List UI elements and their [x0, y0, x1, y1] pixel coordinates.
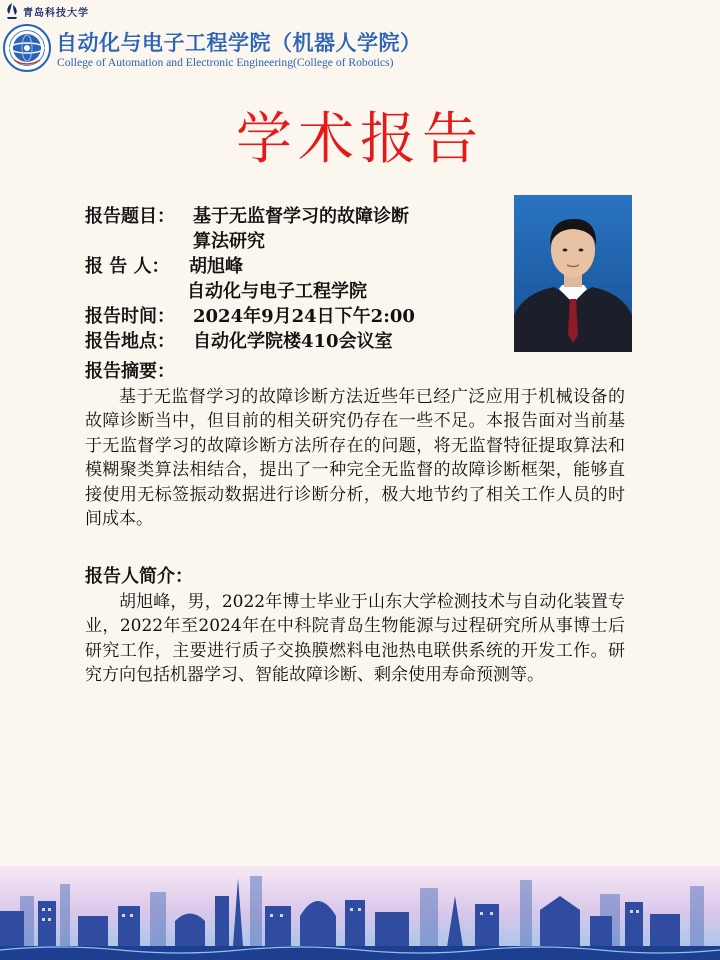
topic-label: 报告题目： [85, 206, 175, 227]
speaker-affiliation: 自动化与电子工程学院 [187, 281, 367, 302]
university-logo-icon [4, 2, 20, 20]
city-skyline-banner [0, 866, 720, 960]
speaker-portrait-image [514, 195, 632, 352]
speaker-name: 胡旭峰 [189, 256, 243, 277]
topic-row [85, 204, 505, 229]
abstract-heading: 报告摘要： [85, 361, 175, 382]
speaker-label: 报 告 人： [85, 256, 170, 277]
university-name: 青岛科技大学 [23, 7, 89, 19]
time-label: 报告时间： [85, 306, 175, 327]
time-row [85, 304, 505, 329]
page-title: 学术报告 [236, 107, 484, 172]
report-info [85, 204, 505, 354]
speaker-photo [514, 195, 632, 352]
bio-section [85, 565, 625, 688]
abstract-section [85, 360, 625, 532]
college-name-en: College of Automation and Electronic Engineering(College of Robotics) [57, 56, 394, 69]
time-value: 2024年9月24日下午2:00 [193, 306, 415, 327]
location-label: 报告地点： [85, 331, 175, 352]
location-value: 自动化学院楼410会议室 [193, 331, 393, 352]
speaker-row [85, 254, 505, 279]
header [0, 0, 720, 80]
skyline-illustration [0, 866, 720, 960]
topic-row-continued [85, 229, 505, 254]
university-logo-row [4, 2, 89, 20]
college-emblem-icon [3, 24, 51, 72]
topic-value-line1: 基于无监督学习的故障诊断 [193, 206, 409, 227]
bio-text: 胡旭峰，男，2022年博士毕业于山东大学检测技术与自动化装置专业，2022年至2024年在中科院青岛生物能源与过程研究所从事博士后研究工作，主要进行质子交换膜燃料电池热电联供系统的开发工作。研究方向包括机器学习、智能故障诊断、剩余使用寿命预测等。 [85, 591, 625, 685]
bio-heading: 报告人简介： [85, 566, 193, 587]
topic-value-line2: 算法研究 [193, 231, 265, 252]
location-row [85, 329, 505, 354]
speaker-affiliation-row [85, 279, 505, 304]
abstract-text: 基于无监督学习的故障诊断方法近些年已经广泛应用于机械设备的故障诊断当中，但目前的相关研究仍存在一些不足。本报告面对当前基于无监督学习的故障诊断方法所存在的问题，将无监督特征提取算法和模糊聚类算法相结合，提出了一种完全无监督的故障诊断框架，能够直接使用无标签振动数据进行诊断分析，极大地节约了相关工作人员的时间成本。 [85, 386, 625, 529]
college-name-cn: 自动化与电子工程学院（机器人学院） [56, 31, 422, 55]
